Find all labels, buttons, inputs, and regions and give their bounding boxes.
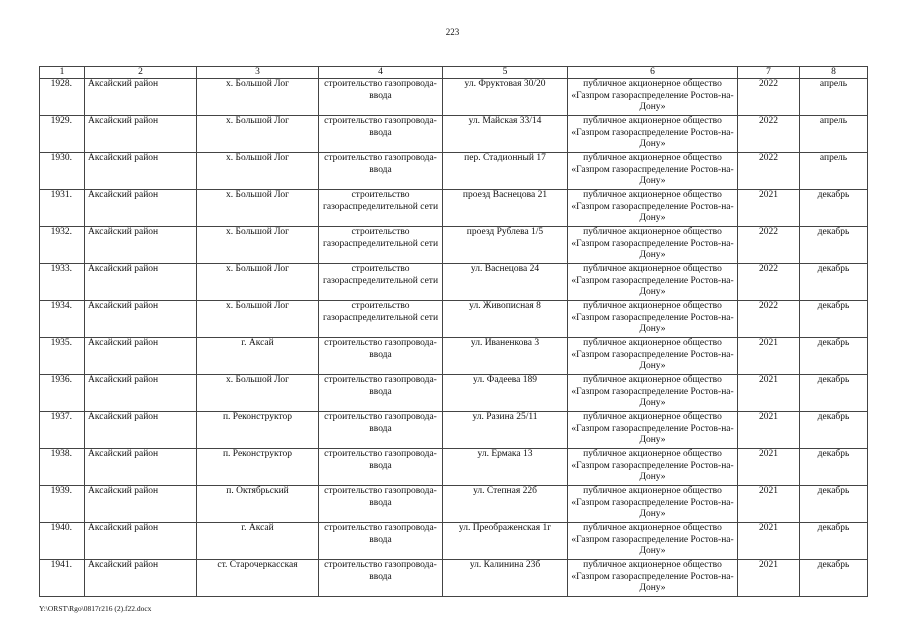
year-cell: 2021 bbox=[738, 560, 800, 597]
table-row bbox=[40, 116, 868, 153]
district-cell: Аксайский район bbox=[85, 227, 197, 264]
column-number: 4 bbox=[319, 67, 443, 79]
year-cell: 2021 bbox=[738, 375, 800, 412]
month-cell: декабрь bbox=[800, 190, 868, 227]
row-number: 1932. bbox=[40, 227, 85, 264]
work-type-cell: строительство газопровода-ввода bbox=[319, 523, 443, 560]
settlement-cell: г. Аксай bbox=[197, 338, 319, 375]
table-row bbox=[40, 190, 868, 227]
district-cell: Аксайский район bbox=[85, 412, 197, 449]
settlement-cell: п. Реконструктор bbox=[197, 449, 319, 486]
row-number: 1935. bbox=[40, 338, 85, 375]
district-cell: Аксайский район bbox=[85, 338, 197, 375]
address-cell: пер. Стадионный 17 bbox=[443, 153, 568, 190]
year-cell: 2022 bbox=[738, 153, 800, 190]
settlement-cell: х. Большой Лог bbox=[197, 227, 319, 264]
address-cell: проезд Рублева 1/5 bbox=[443, 227, 568, 264]
address-cell: проезд Васнецова 21 bbox=[443, 190, 568, 227]
column-number: 7 bbox=[738, 67, 800, 79]
settlement-cell: х. Большой Лог bbox=[197, 301, 319, 338]
settlement-cell: х. Большой Лог bbox=[197, 264, 319, 301]
year-cell: 2021 bbox=[738, 338, 800, 375]
settlement-cell: п. Реконструктор bbox=[197, 412, 319, 449]
column-number-row bbox=[40, 67, 868, 79]
organization-cell: публичное акционерное общество «Газпром газораспределение Ростов-на-Дону» bbox=[568, 301, 738, 338]
district-cell: Аксайский район bbox=[85, 449, 197, 486]
organization-cell: публичное акционерное общество «Газпром газораспределение Ростов-на-Дону» bbox=[568, 412, 738, 449]
table-row bbox=[40, 486, 868, 523]
row-number: 1931. bbox=[40, 190, 85, 227]
work-type-cell: строительство газопровода-ввода bbox=[319, 79, 443, 116]
work-type-cell: строительство газопровода-ввода bbox=[319, 338, 443, 375]
work-type-cell: строительство газопровода-ввода bbox=[319, 412, 443, 449]
settlement-cell: х. Большой Лог bbox=[197, 116, 319, 153]
month-cell: декабрь bbox=[800, 449, 868, 486]
objects-table bbox=[39, 66, 868, 597]
organization-cell: публичное акционерное общество «Газпром газораспределение Ростов-на-Дону» bbox=[568, 486, 738, 523]
year-cell: 2021 bbox=[738, 190, 800, 227]
address-cell: ул. Ермака 13 bbox=[443, 449, 568, 486]
month-cell: апрель bbox=[800, 79, 868, 116]
month-cell: декабрь bbox=[800, 227, 868, 264]
column-number: 6 bbox=[568, 67, 738, 79]
table-row bbox=[40, 560, 868, 597]
page-number: 223 bbox=[445, 27, 460, 37]
table-row bbox=[40, 79, 868, 116]
year-cell: 2021 bbox=[738, 486, 800, 523]
year-cell: 2021 bbox=[738, 412, 800, 449]
table-row bbox=[40, 412, 868, 449]
address-cell: ул. Преображенская 1г bbox=[443, 523, 568, 560]
column-number: 8 bbox=[800, 67, 868, 79]
organization-cell: публичное акционерное общество «Газпром газораспределение Ростов-на-Дону» bbox=[568, 338, 738, 375]
district-cell: Аксайский район bbox=[85, 486, 197, 523]
organization-cell: публичное акционерное общество «Газпром газораспределение Ростов-на-Дону» bbox=[568, 560, 738, 597]
month-cell: декабрь bbox=[800, 523, 868, 560]
organization-cell: публичное акционерное общество «Газпром газораспределение Ростов-на-Дону» bbox=[568, 79, 738, 116]
month-cell: апрель bbox=[800, 116, 868, 153]
district-cell: Аксайский район bbox=[85, 523, 197, 560]
year-cell: 2022 bbox=[738, 264, 800, 301]
table-row bbox=[40, 375, 868, 412]
work-type-cell: строительство газораспределительной сети bbox=[319, 301, 443, 338]
month-cell: декабрь bbox=[800, 412, 868, 449]
column-number: 3 bbox=[197, 67, 319, 79]
column-number: 5 bbox=[443, 67, 568, 79]
settlement-cell: х. Большой Лог bbox=[197, 153, 319, 190]
table-row bbox=[40, 301, 868, 338]
settlement-cell: х. Большой Лог bbox=[197, 375, 319, 412]
work-type-cell: строительство газопровода-ввода bbox=[319, 375, 443, 412]
row-number: 1940. bbox=[40, 523, 85, 560]
address-cell: ул. Майская 33/14 bbox=[443, 116, 568, 153]
month-cell: декабрь bbox=[800, 486, 868, 523]
district-cell: Аксайский район bbox=[85, 264, 197, 301]
row-number: 1936. bbox=[40, 375, 85, 412]
settlement-cell: х. Большой Лог bbox=[197, 190, 319, 227]
month-cell: декабрь bbox=[800, 375, 868, 412]
column-number: 2 bbox=[85, 67, 197, 79]
address-cell: ул. Васнецова 24 bbox=[443, 264, 568, 301]
organization-cell: публичное акционерное общество «Газпром газораспределение Ростов-на-Дону» bbox=[568, 190, 738, 227]
table-row bbox=[40, 264, 868, 301]
year-cell: 2021 bbox=[738, 523, 800, 560]
year-cell: 2022 bbox=[738, 116, 800, 153]
settlement-cell: п. Октябрьский bbox=[197, 486, 319, 523]
month-cell: декабрь bbox=[800, 338, 868, 375]
work-type-cell: строительство газопровода-ввода bbox=[319, 153, 443, 190]
organization-cell: публичное акционерное общество «Газпром газораспределение Ростов-на-Дону» bbox=[568, 116, 738, 153]
work-type-cell: строительство газопровода-ввода bbox=[319, 116, 443, 153]
district-cell: Аксайский район bbox=[85, 116, 197, 153]
month-cell: декабрь bbox=[800, 560, 868, 597]
address-cell: ул. Разина 25/11 bbox=[443, 412, 568, 449]
row-number: 1939. bbox=[40, 486, 85, 523]
table-row bbox=[40, 227, 868, 264]
row-number: 1941. bbox=[40, 560, 85, 597]
address-cell: ул. Калинина 23б bbox=[443, 560, 568, 597]
month-cell: декабрь bbox=[800, 264, 868, 301]
row-number: 1929. bbox=[40, 116, 85, 153]
month-cell: апрель bbox=[800, 153, 868, 190]
work-type-cell: строительство газораспределительной сети bbox=[319, 190, 443, 227]
settlement-cell: г. Аксай bbox=[197, 523, 319, 560]
work-type-cell: строительство газораспределительной сети bbox=[319, 264, 443, 301]
year-cell: 2022 bbox=[738, 79, 800, 116]
row-number: 1933. bbox=[40, 264, 85, 301]
row-number: 1938. bbox=[40, 449, 85, 486]
row-number: 1928. bbox=[40, 79, 85, 116]
table-row bbox=[40, 153, 868, 190]
month-cell: декабрь bbox=[800, 301, 868, 338]
work-type-cell: строительство газопровода-ввода bbox=[319, 560, 443, 597]
district-cell: Аксайский район bbox=[85, 560, 197, 597]
work-type-cell: строительство газопровода-ввода bbox=[319, 449, 443, 486]
address-cell: ул. Живописная 8 bbox=[443, 301, 568, 338]
address-cell: ул. Фруктовая 30/20 bbox=[443, 79, 568, 116]
year-cell: 2021 bbox=[738, 449, 800, 486]
address-cell: ул. Степная 22б bbox=[443, 486, 568, 523]
district-cell: Аксайский район bbox=[85, 190, 197, 227]
work-type-cell: строительство газораспределительной сети bbox=[319, 227, 443, 264]
district-cell: Аксайский район bbox=[85, 79, 197, 116]
settlement-cell: ст. Старочеркасская bbox=[197, 560, 319, 597]
row-number: 1934. bbox=[40, 301, 85, 338]
row-number: 1937. bbox=[40, 412, 85, 449]
table-row bbox=[40, 338, 868, 375]
district-cell: Аксайский район bbox=[85, 375, 197, 412]
district-cell: Аксайский район bbox=[85, 301, 197, 338]
organization-cell: публичное акционерное общество «Газпром газораспределение Ростов-на-Дону» bbox=[568, 264, 738, 301]
organization-cell: публичное акционерное общество «Газпром газораспределение Ростов-на-Дону» bbox=[568, 375, 738, 412]
organization-cell: публичное акционерное общество «Газпром газораспределение Ростов-на-Дону» bbox=[568, 449, 738, 486]
column-number: 1 bbox=[40, 67, 85, 79]
file-path-footer: Y:\ORST\Rgo\0817r216 (2).f22.docx bbox=[39, 604, 152, 613]
work-type-cell: строительство газопровода-ввода bbox=[319, 486, 443, 523]
district-cell: Аксайский район bbox=[85, 153, 197, 190]
organization-cell: публичное акционерное общество «Газпром газораспределение Ростов-на-Дону» bbox=[568, 523, 738, 560]
table-row bbox=[40, 523, 868, 560]
settlement-cell: х. Большой Лог bbox=[197, 79, 319, 116]
organization-cell: публичное акционерное общество «Газпром газораспределение Ростов-на-Дону» bbox=[568, 227, 738, 264]
year-cell: 2022 bbox=[738, 301, 800, 338]
table-row bbox=[40, 449, 868, 486]
row-number: 1930. bbox=[40, 153, 85, 190]
address-cell: ул. Иваненкова 3 bbox=[443, 338, 568, 375]
organization-cell: публичное акционерное общество «Газпром газораспределение Ростов-на-Дону» bbox=[568, 153, 738, 190]
address-cell: ул. Фадеева 189 bbox=[443, 375, 568, 412]
year-cell: 2022 bbox=[738, 227, 800, 264]
